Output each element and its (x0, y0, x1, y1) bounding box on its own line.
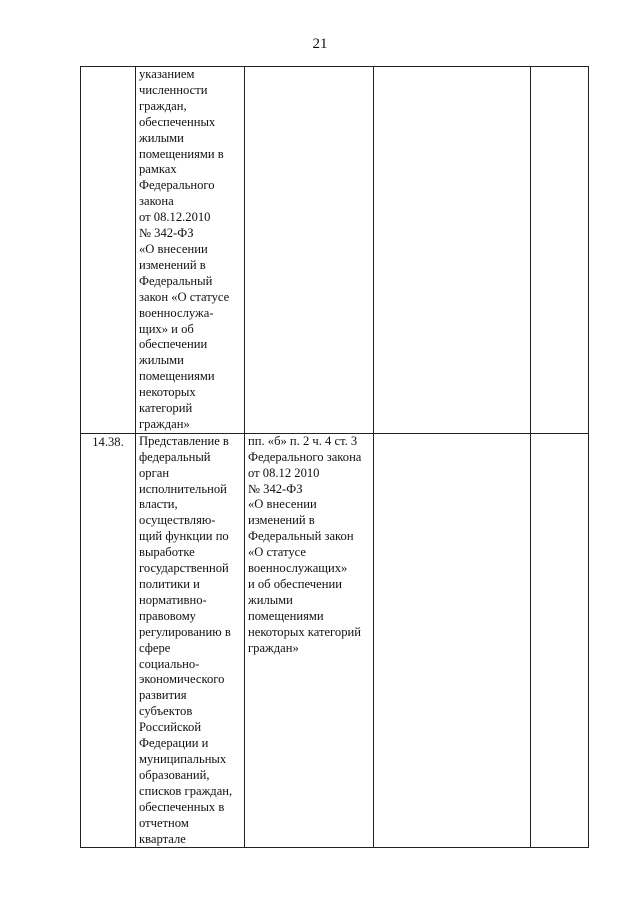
text-line: нормативно- (139, 592, 207, 607)
text-line: «О статусе (248, 545, 307, 560)
table-row (81, 67, 589, 434)
text-line: закон «О статусе (139, 289, 230, 304)
table-row (81, 433, 589, 848)
empty-cell (531, 433, 589, 848)
text-line: развития (139, 688, 187, 703)
text-line: списков граждан, (139, 783, 233, 798)
text-line: щих» и об (139, 321, 194, 336)
text-line: обеспеченных в (139, 799, 225, 814)
text-line: Представление в (139, 433, 229, 448)
text-line: социально- (139, 656, 200, 671)
text-line: военнослужа- (139, 305, 214, 320)
empty-cell (374, 433, 531, 848)
text-line: регулированию в (139, 624, 231, 639)
text-line: помещениями в (139, 146, 224, 161)
description-cell (136, 67, 245, 434)
text-line: Федерации и (139, 736, 209, 751)
text-line: политики и (139, 577, 200, 591)
page-number: 21 (312, 36, 328, 52)
text-line: № 342-ФЗ (248, 481, 303, 496)
text-line: граждан» (139, 416, 190, 431)
text-line: жилыми (139, 130, 184, 145)
text-line: отчетном (139, 815, 189, 830)
text-line: образований, (139, 767, 210, 782)
text-line: экономического (139, 672, 225, 687)
text-line: выработке (139, 545, 195, 560)
text-line: изменений в (248, 513, 315, 528)
text-line: государственной (139, 561, 229, 576)
text-line: сфере (139, 640, 171, 655)
document-table (80, 66, 589, 848)
text-line: численности (139, 82, 208, 97)
text-line: граждан» (248, 640, 299, 655)
text-line: изменений в (139, 257, 206, 272)
text-line: правовому (139, 608, 196, 623)
text-line: квартале (139, 831, 186, 846)
text-line: и об обеспечении (248, 577, 342, 591)
text-line: категорий (139, 401, 193, 416)
text-line: закона (139, 194, 174, 209)
text-line: осуществляю- (139, 513, 216, 528)
text-line: помещениями (248, 608, 324, 623)
text-line: Федерального закона (248, 449, 362, 464)
text-line: муниципальных (139, 751, 227, 766)
text-line: № 342-ФЗ (139, 226, 194, 241)
text-line: пп. «б» п. 2 ч. 4 ст. 3 (248, 433, 358, 448)
legal-basis-cell (245, 67, 374, 434)
text-line: жилыми (248, 592, 293, 607)
text-line: жилыми (139, 353, 184, 368)
description-cell (136, 433, 245, 848)
empty-cell (531, 67, 589, 434)
text-line: от 08.12 2010 (248, 465, 320, 480)
text-line: Федеральный (139, 273, 213, 288)
text-line: власти, (139, 497, 178, 512)
text-line: Российской (139, 720, 202, 735)
text-line: указанием (139, 67, 195, 81)
text-line: некоторых категорий (248, 624, 361, 639)
text-line: Федерального (139, 178, 215, 193)
text-line: обеспечении (139, 337, 208, 352)
text-line: щий функции по (139, 529, 229, 544)
text-line: рамках (139, 162, 177, 177)
text-line: исполнительной (139, 481, 227, 496)
text-line: федеральный (139, 449, 211, 464)
text-line: орган (139, 465, 170, 480)
row-number-cell (81, 67, 136, 434)
text-line: субъектов (139, 704, 193, 719)
text-line: «О внесении (248, 497, 317, 512)
text-line: от 08.12.2010 (139, 210, 211, 225)
text-line: помещениями (139, 369, 215, 384)
legal-basis-cell (245, 433, 374, 848)
row-number-cell: 14.38. (81, 433, 136, 848)
text-line: некоторых (139, 385, 196, 400)
text-line: обеспеченных (139, 114, 216, 129)
text-line: граждан, (139, 98, 187, 113)
empty-cell (374, 67, 531, 434)
text-line: Федеральный закон (248, 529, 354, 544)
text-line: военнослужащих» (248, 561, 348, 576)
text-line: «О внесении (139, 241, 208, 256)
